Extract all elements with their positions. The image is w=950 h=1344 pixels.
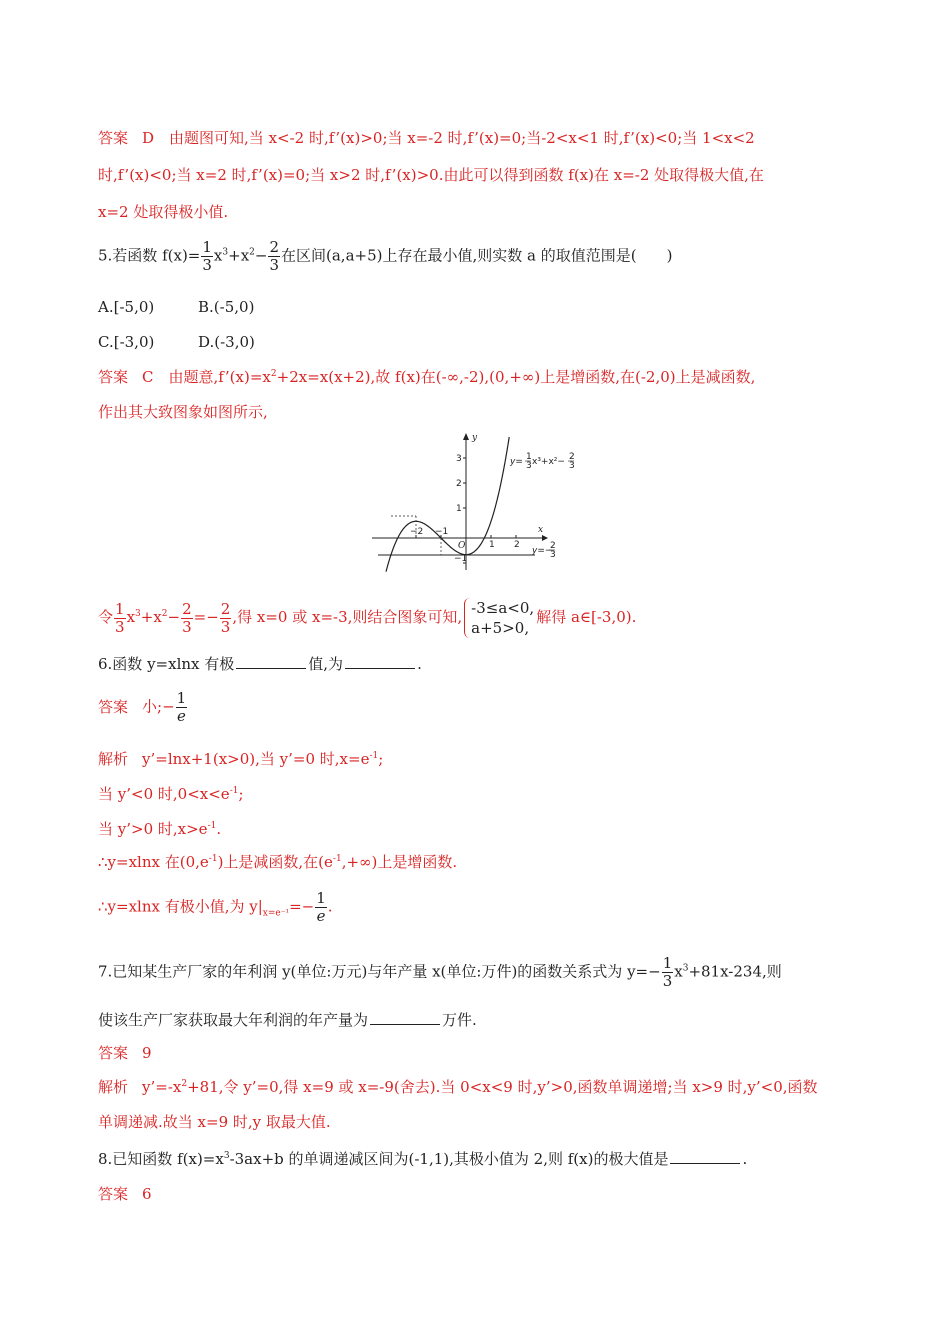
numerator: 2 (182, 599, 192, 618)
line-label: y=− (532, 546, 553, 556)
derivation-text: ,得 x=0 或 x=-3,则结合图象可知, (232, 608, 463, 626)
analysis-text: y’=-x (142, 1078, 182, 1096)
analysis-text: y’=lnx+1(x>0),当 y’=0 时,x=e (142, 750, 370, 768)
q5-stem-text: − (254, 246, 268, 265)
answer-label: 答案 (98, 1185, 129, 1203)
x-tick-label: 2 (514, 540, 520, 550)
analysis-text: ; (238, 785, 244, 803)
derivation-text: 解得 a∈[-3,0). (536, 608, 637, 626)
option-d[interactable]: D.(-3,0) (198, 333, 255, 351)
q5-stem-text: +x (228, 246, 250, 265)
fraction (181, 601, 193, 636)
q7-analysis-line-1 (98, 1077, 818, 1097)
derivation-text: =− (193, 608, 219, 626)
exponent: -1 (207, 821, 217, 831)
q5-stem-text: x (213, 246, 223, 265)
q7-answer (98, 1043, 152, 1063)
exponent: 3 (222, 247, 229, 258)
analysis-text: ; (378, 750, 384, 768)
exponent: -1 (369, 751, 379, 761)
y-tick-label: −1 (454, 554, 468, 564)
numerator: 1 (202, 238, 212, 256)
numerator: 2 (269, 238, 280, 256)
analysis-text: ∴y=xlnx 在(0,e (98, 853, 209, 871)
answer-text: D 由题图可知,当 x<-2 时,f’(x)>0;当 x=-2 时,f’(x)=0;当-2<x<1 时,f’(x)<0;当 1<x<2 (142, 129, 755, 147)
exponent: 2 (270, 369, 277, 379)
q6-analysis-line-5 (98, 890, 333, 925)
curve-label-text: y= (510, 457, 523, 467)
q6-stem-text: 值,为 (308, 655, 344, 673)
exponent: 2 (181, 1079, 188, 1089)
analysis-label: 解析 (98, 1078, 129, 1096)
q7-analysis-line-2 (98, 1112, 331, 1132)
q5-stem (98, 239, 672, 274)
cubic-function-graph (370, 430, 590, 580)
answer-text: 小;− (142, 697, 175, 716)
y-tick-label: 1 (456, 504, 462, 514)
denominator: 3 (269, 256, 280, 274)
x-axis-label: x (538, 525, 544, 535)
q8-stem-text: -3ax+b 的单调递减区间为(-1,1),其极小值为 2,则 f(x)的极大值是 (229, 1150, 669, 1168)
exponent: 3 (223, 1151, 230, 1161)
exponent: 2 (249, 247, 255, 258)
q7-stem-line-2 (98, 1010, 477, 1030)
answer-text: 9 (142, 1044, 152, 1062)
option-c[interactable]: C.[-3,0) (98, 333, 155, 351)
q8-stem-text: 8.已知函数 f(x)=x (98, 1150, 224, 1168)
q5-options-row-2 (98, 332, 255, 352)
q4-answer-line-1 (98, 128, 755, 148)
analysis-text: +81,令 y’=0,得 x=9 或 x=-9(舍去).当 0<x<9 时,y’>0,函数单调递增;当 x>9 时,y’<0,函数 (187, 1078, 818, 1096)
curve-label-frac-den: 3 (526, 461, 532, 471)
q5-stem-text: 5.若函数 f(x)= (98, 246, 201, 265)
q6-analysis-line-4 (98, 852, 457, 872)
denominator: 3 (182, 617, 192, 636)
q8-answer (98, 1184, 152, 1204)
curve-label-frac2-num: 2 (569, 452, 575, 462)
answer-label: 答案 (98, 697, 129, 716)
q6-analysis-line-3 (98, 819, 221, 839)
x-axis-arrow (542, 535, 548, 541)
q7-stem-text: +81x-234,则 (688, 962, 782, 981)
q5-stem-text: 在区间(a,a+5)上存在最小值,则实数 a 的取值范围是( ) (281, 246, 673, 265)
y-axis-label: y (472, 433, 478, 443)
fraction (114, 601, 126, 636)
option-b[interactable]: B.(-5,0) (198, 298, 255, 316)
derivation-text: − (167, 608, 181, 626)
answer-blank[interactable] (670, 1149, 740, 1164)
analysis-text: ,+∞)上是增函数. (341, 853, 458, 871)
numerator: 1 (115, 599, 125, 618)
answer-blank[interactable] (345, 654, 415, 669)
analysis-text: )上是减函数,在(e (217, 853, 333, 871)
derivation-text: 令 (98, 608, 114, 626)
exponent: 3 (682, 963, 689, 974)
origin-label: O (458, 541, 466, 551)
q8-stem-text: . (742, 1150, 748, 1168)
inequality-system (464, 598, 534, 638)
q7-stem-text: 7.已知某生产厂家的年利润 y(单位:万元)与年产量 x(单位:万件)的函数关系式为 y=− (98, 962, 661, 981)
q5-answer-line-2 (98, 402, 268, 422)
q5-derivation-line (98, 598, 636, 638)
option-a[interactable]: A.[-5,0) (98, 298, 155, 316)
fraction (662, 955, 674, 990)
fraction (176, 690, 188, 725)
analysis-text: 当 y’>0 时,x>e (98, 820, 208, 838)
answer-label: 答案 (98, 129, 129, 147)
exponent: -1 (229, 786, 239, 796)
q6-stem (98, 654, 422, 674)
answer-text: 作出其大致图象如图所示, (98, 403, 268, 421)
q7-stem-text: x (674, 962, 683, 981)
q7-stem-text: 万件. (442, 1011, 477, 1029)
numerator: 1 (316, 889, 326, 907)
x-tick-label: −2 (410, 527, 424, 537)
analysis-text: =− (289, 897, 315, 916)
analysis-text: . (327, 897, 333, 916)
fraction (268, 239, 280, 274)
denominator: 3 (115, 617, 125, 636)
q6-answer (98, 690, 188, 725)
q5-options-row-1 (98, 297, 254, 317)
cubic-curve (386, 437, 509, 572)
denominator: 3 (202, 256, 212, 274)
x-tick-label: −1 (435, 527, 449, 537)
q6-stem-text: 6.函数 y=xlnx 有极 (98, 655, 235, 673)
analysis-text: 当 y’<0 时,0<x<e (98, 785, 230, 803)
analysis-text: 单调递减.故当 x=9 时,y 取最大值. (98, 1113, 331, 1131)
line-label-frac-den: 3 (550, 550, 556, 560)
answer-blank[interactable] (370, 1010, 440, 1025)
q5-answer-line-1 (98, 367, 755, 387)
q4-answer-line-2 (98, 165, 764, 185)
exponent: -1 (332, 854, 342, 864)
inequality: a+5>0, (471, 619, 530, 637)
denominator: e (316, 907, 326, 925)
analysis-label: 解析 (98, 750, 129, 768)
answer-text: C 由题意,f’(x)=x (142, 368, 271, 386)
q8-stem (98, 1149, 747, 1169)
q7-stem-line-1 (98, 955, 782, 990)
derivation-text: x (126, 608, 136, 626)
numerator: 1 (662, 954, 673, 972)
answer-text: x=2 处取得极小值. (98, 203, 229, 221)
x-tick-label: 1 (489, 540, 495, 550)
fraction (220, 601, 232, 636)
analysis-text: ∴y=xlnx 有极小值,为 y| (98, 897, 263, 916)
denominator: e (176, 707, 186, 725)
exponent: -1 (208, 854, 218, 864)
y-tick-label: 2 (456, 479, 462, 489)
derivation-text: +x (140, 608, 162, 626)
denominator: 3 (662, 972, 673, 990)
inequality: -3≤a<0, (471, 599, 535, 617)
answer-text: 6 (142, 1185, 152, 1203)
q6-analysis-line-2 (98, 784, 244, 804)
answer-label: 答案 (98, 368, 129, 386)
q4-answer-line-3 (98, 202, 228, 222)
numerator: 1 (176, 689, 187, 707)
denominator: 3 (220, 617, 231, 636)
exponent: 3 (135, 609, 141, 619)
line-label-frac-num: 2 (550, 541, 556, 551)
fraction (201, 239, 213, 274)
subscript: x=e⁻¹ (262, 908, 290, 919)
y-axis-arrow (463, 433, 469, 440)
numerator: 2 (220, 599, 231, 618)
curve-label-b: x³+x²− (532, 457, 565, 467)
answer-label: 答案 (98, 1044, 129, 1062)
q6-stem-text: . (417, 655, 422, 673)
exponent: 2 (161, 609, 168, 619)
answer-blank[interactable] (236, 654, 306, 669)
y-tick-label: 3 (456, 454, 462, 464)
curve-label-frac2-den: 3 (569, 461, 575, 471)
answer-text: 时,f’(x)<0;当 x=2 时,f’(x)=0;当 x>2 时,f’(x)>0.由此可以得到函数 f(x)在 x=-2 处取得极大值,在 (98, 166, 764, 184)
curve-label-frac-num: 1 (526, 452, 532, 462)
analysis-text: . (216, 820, 222, 838)
fraction (315, 890, 327, 925)
answer-text: +2x=x(x+2),故 f(x)在(-∞,-2),(0,+∞)上是增函数,在(-2,0)上是减函数, (276, 368, 756, 386)
q6-analysis-line-1 (98, 749, 383, 769)
curve-label (509, 457, 523, 467)
q7-stem-text: 使该生产厂家获取最大年利润的年产量为 (98, 1011, 369, 1029)
